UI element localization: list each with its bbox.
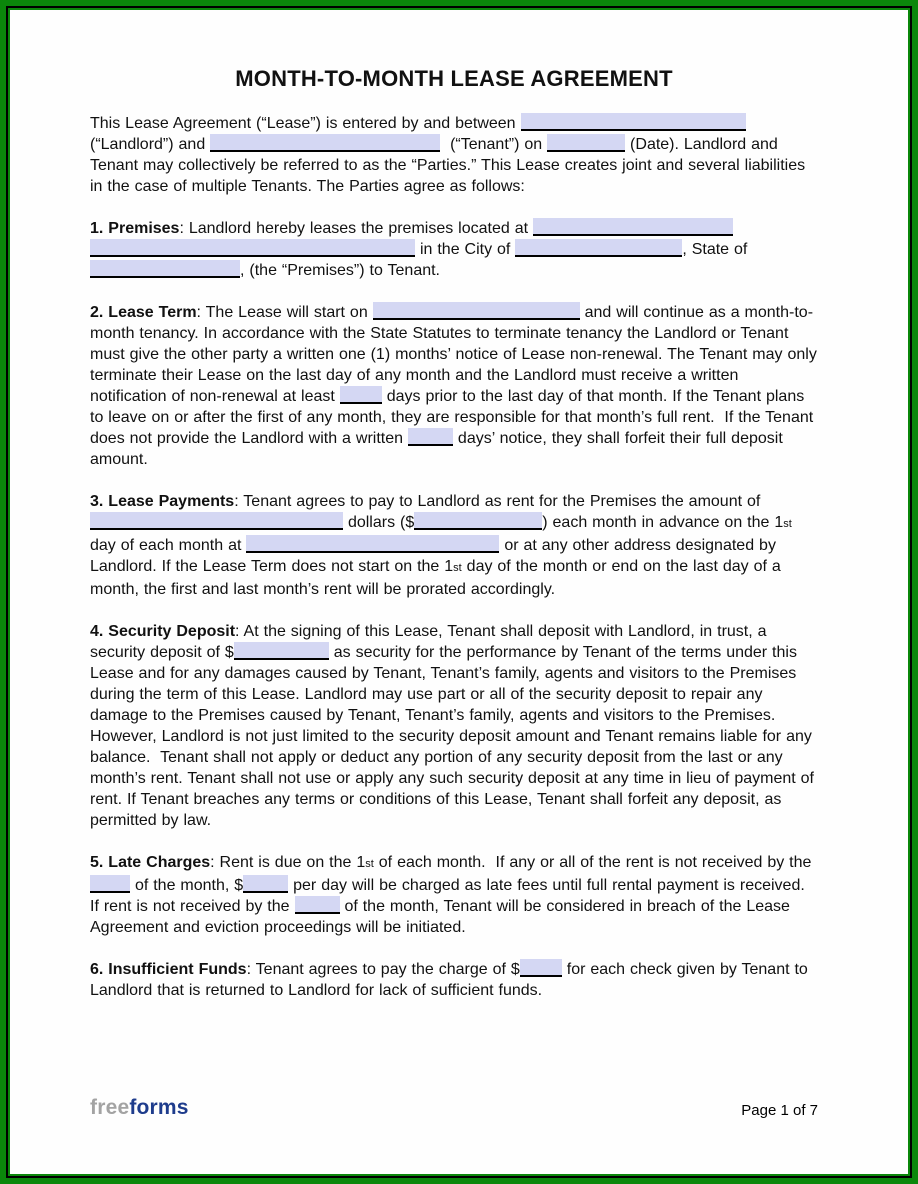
text-run: of the month, $: [130, 877, 244, 894]
section-heading-text: 1. Premises: [90, 220, 180, 237]
payment-address-blank[interactable]: [246, 535, 499, 553]
text-run: for each check given by Tenant to Landlord that is returned to Landlord for lack of sufficient funds.: [90, 961, 813, 999]
text-run: : Rent is due on the 1: [210, 854, 366, 871]
text-run: st: [365, 858, 374, 870]
section-3-lease-payments: [90, 491, 818, 600]
text-run: of the month, Tenant will be considered in breach of the Lease Agreement and eviction proceedings will be initiated.: [90, 898, 794, 936]
page-footer: [90, 1096, 818, 1120]
text-run: of each month. If any or all of the rent is not received by the: [373, 854, 817, 871]
document-title: MONTH-TO-MONTH LEASE AGREEMENT: [235, 66, 673, 91]
text-run: , State of: [682, 241, 753, 258]
text-run: days’ notice, they shall forfeit their full deposit amount.: [90, 430, 788, 468]
notice-days-blank-1[interactable]: [340, 386, 382, 404]
text-run: st: [453, 562, 462, 574]
text-run: st: [783, 518, 792, 530]
text-run: [733, 220, 738, 237]
text-run: as security for the performance by Tenant of the terms under this Lease and for any damages caused by Tenant, Tenant’s family, agents and visitors to the Premises during the term of this Lease. Landlord may use part or all of the security deposit to repair any damage to the Premises caused by Tenant, Tenant’s family, agents and visitors to the Premises. However, Landlord is not just limited to the security deposit amount and Tenant remains liable for any balance. Tenant shall not apply or deduct any portion of any security deposit from the last or any month’s rent. Tenant shall not use or apply any such security deposit at any time in lieu of payment of rent. If Tenant breaches any terms or conditions of this Lease, Tenant shall forfeit any deposit, as permitted by law.: [90, 644, 819, 829]
premises-address-blank-2[interactable]: [90, 239, 415, 257]
premises-state-blank[interactable]: [90, 260, 240, 278]
late-day-blank-2[interactable]: [295, 896, 340, 914]
rent-amount-words-blank[interactable]: [90, 512, 343, 530]
freeforms-logo: [90, 1096, 189, 1120]
section-6-insufficient-funds: [90, 959, 818, 1001]
premises-city-blank[interactable]: [515, 239, 682, 257]
text-run: day of the month or end on the last day of a month, the first and last month’s rent will be prorated accordingly.: [90, 558, 786, 598]
section-heading-text: 4. Security Deposit: [90, 623, 236, 640]
text-run: days prior to the last day of that month. If the Tenant plans to leave on or after the first of any month, they are responsible for that month’s full rent. If the Tenant does not provide the Landlord with a written: [90, 388, 819, 447]
section-5-late-charges: [90, 852, 818, 938]
section-heading-text: 3. Lease Payments: [90, 493, 235, 510]
text-run: , (the “Premises”) to Tenant.: [240, 262, 440, 279]
text-run: per day will be charged as late fees until full rental payment is received. If rent is not received by the: [90, 877, 815, 915]
page-number-label: Page 1 of 7: [741, 1102, 818, 1119]
text-run: : At the signing of this Lease, Tenant shall deposit with Landlord, in trust, a security deposit of $: [90, 623, 772, 661]
rent-amount-numeric-blank[interactable]: [414, 512, 542, 530]
section-4-security-deposit: [90, 621, 818, 831]
tenant-name-blank[interactable]: [210, 134, 440, 152]
text-run: dollars ($: [343, 514, 415, 531]
logo-forms-text: forms: [129, 1096, 189, 1119]
section-heading-text: 5. Late Charges: [90, 854, 211, 871]
logo-free-text: free: [90, 1096, 130, 1119]
text-run: : Landlord hereby leases the premises located at: [179, 220, 533, 237]
document-content: [6, 6, 912, 1001]
text-run: : The Lease will start on: [196, 304, 373, 321]
text-run: : Tenant agrees to pay to Landlord as rent for the Premises the amount of: [234, 493, 766, 510]
text-run: or at any other address designated by Landlord. If the Lease Term does not start on the 1: [90, 537, 781, 575]
intro-paragraph: [90, 113, 818, 197]
lease-start-date-blank[interactable]: [373, 302, 580, 320]
late-fee-amount-blank[interactable]: [243, 875, 288, 893]
notice-days-blank-2[interactable]: [408, 428, 453, 446]
premises-address-blank-1[interactable]: [533, 218, 733, 236]
text-run: day of each month at: [90, 514, 797, 554]
agreement-date-blank[interactable]: [547, 134, 625, 152]
text-run: in the City of: [415, 241, 516, 258]
text-run: ) each month in advance on the 1: [542, 514, 784, 531]
text-run: and will continue as a month-to-month tenancy. In accordance with the State Statutes to terminate tenancy the Landlord or Tenant must give the other party a written one (1) months’ notice of Lease non-renewal. The Tenant may only terminate their Lease on the last day of any month and the Landlord must receive a written notification of non-renewal at least: [90, 304, 822, 405]
section-2-lease-term: [90, 302, 822, 470]
section-heading-text: 2. Lease Term: [90, 304, 197, 321]
text-run: (“Tenant”) on: [440, 136, 548, 153]
late-day-blank-1[interactable]: [90, 875, 130, 893]
landlord-name-blank[interactable]: [521, 113, 746, 131]
section-1-premises: [90, 218, 818, 281]
text-run: : Tenant agrees to pay the charge of $: [246, 961, 520, 978]
document-body: [90, 113, 822, 1001]
security-deposit-amount-blank[interactable]: [234, 642, 329, 660]
text-run: This Lease Agreement (“Lease”) is entered by and between: [90, 115, 521, 132]
text-run: (Date). Landlord and Tenant may collectively be referred to as the “Parties.” This Lease creates joint and several liabilities in the case of multiple Tenants. The Parties agree as follows:: [90, 136, 811, 195]
section-heading-text: 6. Insufficient Funds: [90, 961, 247, 978]
text-run: (“Landlord”) and: [90, 115, 751, 153]
nsf-charge-amount-blank[interactable]: [520, 959, 562, 977]
